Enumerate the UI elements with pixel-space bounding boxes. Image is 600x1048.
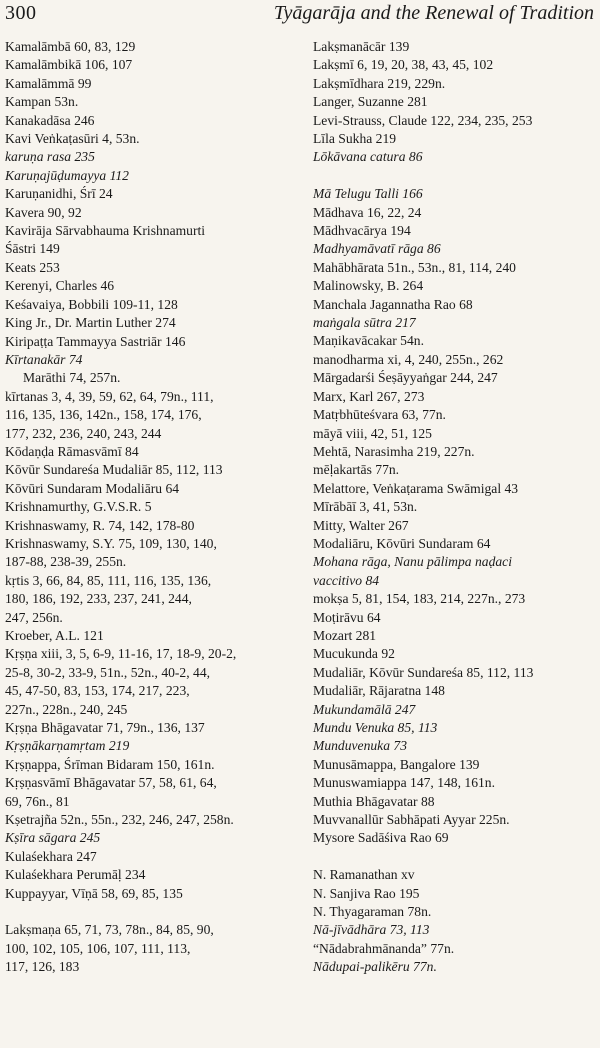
index-entry-line: Mudaliār, Kōvūr Sundareśa 85, 112, 113 (313, 664, 534, 680)
index-entry-line: 100, 102, 105, 106, 107, 111, 113, (5, 940, 191, 956)
index-entry-line: Melattore, Veṅkaṭarama Swāmigal 43 (313, 480, 519, 496)
index-entry (313, 553, 600, 590)
index-entry-line: Kṣetrajña 52n., 55n., 232, 246, 247, 258n. (5, 812, 234, 828)
index-entry-line: 187-88, 238-39, 255n. (5, 554, 127, 570)
index-entry (5, 535, 297, 572)
index-entry-line: Mehtā, Narasimha 219, 227n. (313, 443, 475, 459)
index-entry (313, 774, 600, 792)
index-entry-line: 117, 126, 183 (5, 959, 80, 975)
index-entry-line: maṅgala sūtra 217 (313, 315, 416, 331)
index-entry-line: kīrtanas 3, 4, 39, 59, 62, 64, 79n., 111, (5, 388, 214, 404)
index-entry-line: 180, 186, 192, 233, 237, 241, 244, (5, 591, 192, 607)
index-entry (313, 498, 600, 516)
index-entry (313, 517, 600, 535)
index-entry-line: Mohana rāga, Nanu pālimpa naḍaci (313, 554, 512, 570)
index-entry (5, 829, 297, 847)
section-gap (5, 903, 297, 921)
index-entry (313, 296, 600, 314)
index-entry (5, 204, 297, 222)
index-entry (5, 719, 297, 737)
index-entry (5, 388, 297, 443)
index-entry (313, 277, 600, 295)
index-entry (5, 277, 297, 295)
index-entry-line: Kulaśekhara 247 (5, 848, 97, 864)
index-entry-line: Kuppayyar, Vīṇā 58, 69, 85, 135 (5, 885, 183, 901)
index-entry-line: Muthia Bhāgavatar 88 (313, 793, 435, 809)
index-entry-line: Munuswamiappa 147, 148, 161n. (313, 775, 495, 791)
index-entry-line: Lakṣmī 6, 19, 20, 38, 43, 45, 102 (313, 57, 494, 73)
index-entry (313, 609, 600, 627)
index-entry-line: Keats 253 (5, 259, 60, 275)
index-entry-line: Mādhava 16, 22, 24 (313, 204, 422, 220)
index-entry (313, 701, 600, 719)
index-entry-line: Kulaśekhara Perumāḷ 234 (5, 867, 146, 883)
index-entry-line: Kōvūri Sundaram Modaliāru 64 (5, 480, 180, 496)
index-entry (313, 148, 600, 166)
index-entry-line: Kōdaṇḍa Rāmasvāmī 84 (5, 443, 139, 459)
index-entry (5, 885, 297, 903)
index-entry-line: Mudaliār, Rājaratna 148 (313, 683, 445, 699)
index-entry (313, 866, 600, 884)
index-entry (5, 93, 297, 111)
index-entry-line: Kerenyi, Charles 46 (5, 278, 115, 294)
index-entry (313, 940, 600, 958)
index-entry (313, 240, 600, 258)
index-entry (313, 829, 600, 847)
index-entry-line: Keśavaiya, Bobbili 109-11, 128 (5, 296, 178, 312)
index-entry-line: King Jr., Dr. Martin Luther 274 (5, 315, 176, 331)
running-title: Tyāgarāja and the Renewal of Tradition (273, 2, 594, 24)
index-entry-line: Mozart 281 (313, 627, 377, 643)
index-entry (5, 56, 297, 74)
index-entry-line: Mukundamālā 247 (313, 701, 416, 717)
index-entry (5, 167, 297, 185)
index-entry (5, 112, 297, 130)
index-entry (313, 38, 600, 56)
index-entry (313, 958, 600, 976)
index-entry-line: Moṭirāvu 64 (313, 609, 381, 625)
index-entry-line: Kṛṣṇākarṇamṛtam 219 (5, 738, 130, 754)
index-entry-line: Nādupai-palikēru 77n. (313, 959, 437, 975)
index-entry-line: Mādhvacārya 194 (313, 223, 411, 239)
index-entry-line: Kroeber, A.L. 121 (5, 628, 104, 643)
index-entry (5, 848, 297, 866)
index-entry (313, 314, 600, 332)
index-entry-line: Kōvūr Sundareśa Mudaliār 85, 112, 113 (5, 462, 223, 478)
index-entry (313, 461, 600, 479)
index-entry (313, 535, 600, 553)
index-entry (5, 737, 297, 755)
index-entry (5, 333, 297, 351)
index-entry-line: Mysore Sadāśiva Rao 69 (313, 830, 449, 846)
index-entry-line: 177, 232, 236, 240, 243, 244 (5, 425, 162, 441)
index-entry-line: Mīrābāī 3, 41, 53n. (313, 499, 418, 515)
index-entry (313, 793, 600, 811)
index-entry-line: Kanakadāsa 246 (5, 112, 95, 128)
index-entry-line: Levi-Strauss, Claude 122, 234, 235, 253 (313, 112, 533, 128)
index-entry (5, 38, 297, 56)
index-entry (5, 461, 297, 479)
index-entry (5, 480, 297, 498)
index-entry-line: Mārgadarśi Śeṣāyyaṅgar 244, 247 (313, 370, 498, 386)
index-entry (5, 314, 297, 332)
index-entry-line: Mucukunda 92 (313, 646, 395, 662)
index-entry-line: kṛtis 3, 66, 84, 85, 111, 116, 135, 136, (5, 572, 212, 588)
index-entry-line: Marāthi 74, 257n. (23, 370, 121, 386)
index-entry-line: Śāstri 149 (5, 241, 60, 257)
index-entry-line: 116, 135, 136, 142n., 158, 174, 176, (5, 407, 202, 423)
index-entry (313, 351, 600, 369)
index-entry (313, 737, 600, 755)
index-entry-line: Mā Telugu Talli 166 (313, 186, 423, 202)
index-entry (313, 443, 600, 461)
page-number: 300 (5, 2, 37, 24)
index-entry-line: 69, 76n., 81 (5, 793, 70, 809)
index-entry (313, 204, 600, 222)
index-column-right (313, 38, 600, 977)
index-entry-line: Krishnamurthy, G.V.S.R. 5 (5, 499, 152, 515)
index-entry-line: Kṛṣṇappa, Śrīman Bidaram 150, 161n. (5, 756, 215, 772)
index-entry (313, 885, 600, 903)
index-entry (5, 443, 297, 461)
index-entry-line: N. Ramanathan xv (313, 867, 415, 883)
index-entry (5, 756, 297, 774)
index-column-left (5, 38, 297, 977)
index-entry-line: Nā-jīvādhāra 73, 113 (313, 922, 430, 938)
index-entry-line: Lakṣmaṇa 65, 71, 73, 78n., 84, 85, 90, (5, 922, 214, 938)
index-entry (313, 664, 600, 682)
index-entry-line: vaccitivo 84 (313, 572, 380, 588)
index-entry-line: Malinowsky, B. 264 (313, 278, 424, 294)
index-entry-line: Kamalāmmā 99 (5, 75, 92, 91)
index-entry (5, 627, 297, 645)
index-entry (5, 259, 297, 277)
index-entry (5, 75, 297, 93)
index-entry-line: Manchala Jagannatha Rao 68 (313, 296, 473, 312)
index-entry (313, 921, 600, 939)
index-entry (5, 572, 297, 627)
index-entry-line: Kavi Veṅkaṭasūri 4, 53n. (5, 131, 140, 147)
index-entry-line: “Nādabrahmānanda” 77n. (313, 940, 455, 956)
index-entry (313, 222, 600, 240)
index-entry (313, 388, 600, 406)
index-entry-line: Kṛṣṇa Bhāgavatar 71, 79n., 136, 137 (5, 720, 205, 736)
index-entry-line: Madhyamāvatī rāga 86 (313, 241, 441, 257)
index-entry-line: Lakṣmanācār 139 (313, 39, 410, 54)
index-entry (313, 112, 600, 130)
index-entry-line: Kṛṣṇasvāmī Bhāgavatar 57, 58, 61, 64, (5, 775, 217, 791)
index-entry (313, 627, 600, 645)
index-entry-line: Maṇikavācakar 54n. (313, 333, 424, 349)
index-entry-line: Munusāmappa, Bangalore 139 (313, 756, 480, 772)
index-entry (5, 185, 297, 203)
index-entry-line: Karuṇajūḍumayya 112 (5, 167, 129, 183)
index-entry-line: Kīrtanakār 74 (5, 351, 83, 367)
index-entry-line: Kavirāja Sārvabhauma Krishnamurti (5, 223, 206, 239)
index-entry-line: Mitty, Walter 267 (313, 517, 409, 533)
index-entry (313, 645, 600, 663)
index-entry (5, 351, 297, 369)
index-entry-line: mēḷakartās 77n. (313, 462, 400, 478)
index-entry (5, 517, 297, 535)
index-entry-line: Kamalāmbikā 106, 107 (5, 57, 133, 73)
index-entry-line: Karuṇanidhi, Śrī 24 (5, 186, 113, 202)
index-entry-line: Kamalāmbā 60, 83, 129 (5, 39, 136, 54)
index-entry-line: manodharma xi, 4, 240, 255n., 262 (313, 351, 504, 367)
index-entry (313, 682, 600, 700)
index-entry (313, 75, 600, 93)
index-entry-line: Kampan 53n. (5, 94, 79, 110)
index-entry (313, 811, 600, 829)
index-entry (313, 332, 600, 350)
index-entry (313, 93, 600, 111)
index-entry-line: māyā viii, 42, 51, 125 (313, 425, 432, 441)
section-gap (313, 167, 600, 185)
index-entry (5, 811, 297, 829)
index-entry (313, 590, 600, 608)
index-entry-line: Kṣīra sāgara 245 (5, 830, 101, 846)
index-entry-line: 25-8, 30-2, 33-9, 51n., 52n., 40-2, 44, (5, 664, 211, 680)
index-entry-line: karuṇa rasa 235 (5, 149, 95, 165)
index-entry (5, 222, 297, 259)
page-header (5, 0, 594, 30)
index-entry-line: Līla Sukha 219 (313, 131, 397, 147)
index-entry-line: N. Thyagaraman 78n. (313, 904, 432, 920)
index-entry-line: N. Sanjiva Rao 195 (313, 885, 420, 901)
index-entry-line: Modaliāru, Kōvūri Sundaram 64 (313, 535, 491, 551)
index-entry (5, 296, 297, 314)
index-entry-line: Kiripaṭṭa Tammayya Sastriār 146 (5, 333, 186, 349)
index-entry-line: 45, 47-50, 83, 153, 174, 217, 223, (5, 683, 190, 699)
index-entry-line: Mahābhārata 51n., 53n., 81, 114, 240 (313, 259, 516, 275)
index-entry (313, 425, 600, 443)
index-entry (313, 56, 600, 74)
index-subentry (5, 369, 297, 387)
index-entry-line: Kṛṣṇa xiii, 3, 5, 6-9, 11-16, 17, 18-9, 20-2, (5, 646, 237, 662)
index-entry (313, 406, 600, 424)
index-entry-line: 227n., 228n., 240, 245 (5, 701, 128, 717)
index-entry-line: Langer, Suzanne 281 (313, 94, 428, 110)
index-entry (313, 903, 600, 921)
index-entry-line: Matṛbhūteśvara 63, 77n. (313, 407, 446, 423)
index-entry (5, 130, 297, 148)
index-entry (313, 719, 600, 737)
index-entry (5, 921, 297, 976)
index-entry (313, 185, 600, 203)
index-entry (5, 148, 297, 166)
section-gap (313, 848, 600, 866)
index-entry (313, 130, 600, 148)
index-entry (5, 498, 297, 516)
index-entry-line: 247, 256n. (5, 609, 63, 625)
index-entry (5, 774, 297, 811)
index-entry (313, 480, 600, 498)
index-entry-line: Lōkāvana catura 86 (313, 149, 423, 165)
index-entry-line: Krishnaswamy, R. 74, 142, 178-80 (5, 517, 195, 533)
index-entry-line: Lakṣmīdhara 219, 229n. (313, 75, 446, 91)
index-entry (313, 756, 600, 774)
index-entry-line: Munduvenuka 73 (313, 738, 407, 754)
index-entry-line: Mundu Venuka 85, 113 (313, 720, 438, 736)
index-entry (5, 866, 297, 884)
index-entry-line: mokṣa 5, 81, 154, 183, 214, 227n., 273 (313, 591, 526, 607)
index-entry (5, 645, 297, 719)
index-entry-line: Muvvanallūr Sabhāpati Ayyar 225n. (313, 812, 510, 828)
index-entry (313, 259, 600, 277)
index-entry (313, 369, 600, 387)
index-entry-line: Marx, Karl 267, 273 (313, 388, 425, 404)
index-entry-line: Kavera 90, 92 (5, 204, 82, 220)
index-entry-line: Krishnaswamy, S.Y. 75, 109, 130, 140, (5, 535, 217, 551)
